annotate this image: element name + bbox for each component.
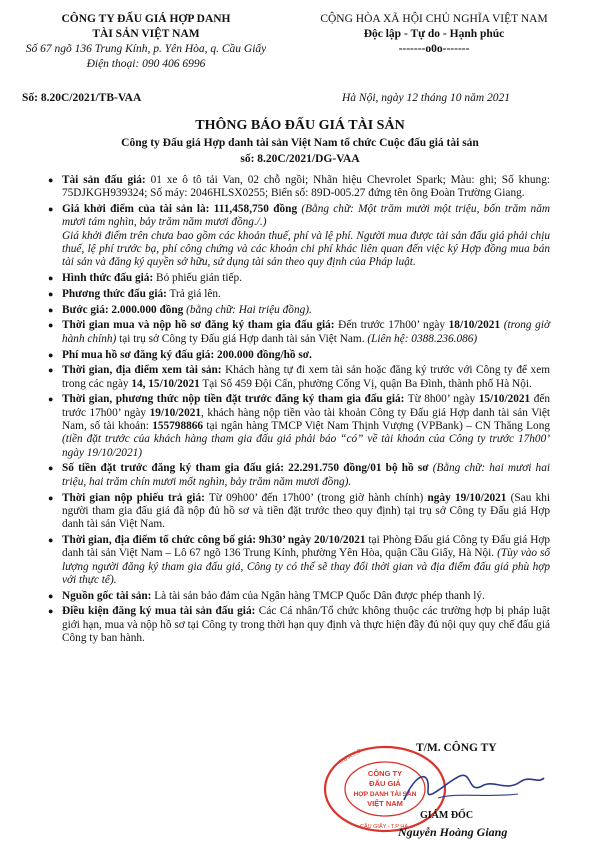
document-subtitle: Công ty Đấu giá Hợp danh tài sản Việt Nam tổ chức Cuộc đấu giá tài sản [121,137,479,149]
start-price-note: Giá khởi điểm trên chưa bao gồm các khoản thuế, phí và lệ phí. Người mua được tài sản đấu giá phải chịu thuế, lệ phí trước bạ, phí công chứng và các khoản chi phí khác liên quan đến việc ký Hợp đồng mua bán tài sản và đăng ký quyền sở hữu, sử dụng tài sản theo quy định của Pháp luật. [62,229,550,269]
country-name: CỘNG HÒA XÃ HỘI CHỦ NGHĨA VIỆT NAM [320,13,548,25]
list-item-deposit-amount: ● Số tiền đặt trước đăng ký tham gia đấu giá: 22.291.750 đồng/01 bộ hồ sơ (Bằng chữ: hai mươi hai triệu, hai trăm chín mươi mốt nghìn, bảy trăm năm mươi đồng). [48,462,550,488]
list-item-registration-time: ● Thời gian mua và nộp hồ sơ đăng ký tham gia đấu giá: Đến trước 17h00’ ngày 18/10/2021 (trong giờ hành chính) tại trụ sở Công ty Đấu giá Hợp danh tài sản Việt Nam. (Liên hệ: 0388.236.086) [48,319,550,345]
list-item-dossier-fee: ● Phí mua hồ sơ đăng ký đấu giá: 200.000 đồng/hồ sơ. [48,348,312,361]
svg-text:HỢP DANH TÀI SẢN: HỢP DANH TÀI SẢN [353,791,417,798]
list-item-asset-origin: ● Nguồn gốc tài sản: Là tài sản bảo đảm của Ngân hàng TMCP Quốc Dân được phép thanh lý. [48,589,485,602]
list-item-start-price: ● Giá khởi điểm của tài sản là: 111,458,750 đồng (Bằng chữ: Một trăm mười một triệu, bốn trăm năm mươi tám nghìn, bảy trăm năm mươi đồng./.) Giá khởi điểm trên chưa bao gồm các khoản thuế, phí và lệ phí. Người mua được tài sản đấu giá phải chịu thuế, lệ phí trước bạ, phí công chứng và các khoản chi phí khác liên quan đến việc ký Hợp đồng mua bán tài sản và đăng ký quyền sở hữu, sử dụng tài sản theo quy định của Pháp luật. [48,203,550,269]
bullet-icon: ● [48,534,54,545]
list-item-auction-method: ● Phương thức đấu giá: Trả giá lên. [48,287,221,300]
list-item-asset: ● Tài sản đấu giá: 01 xe ô tô tải Van, 02 chỗ ngồi; Nhãn hiệu Chevrolet Spark; Màu: ghi; Số khung: 75DJKGH939324; Số máy: 2046HLSX0255; Biển số: 89D-005.27 đứng tên ông Đoàn Trường Giang. [48,174,550,200]
bullet-icon: ● [48,204,54,215]
list-item-auction-form: ● Hình thức đấu giá: Bỏ phiếu gián tiếp. [48,272,243,285]
bullet-icon: ● [48,590,54,601]
bullet-icon: ● [48,273,54,284]
document-number: Số: 8.20C/2021/TB-VAA [22,92,142,104]
list-item-conditions: ● Điều kiện đăng ký mua tài sản đấu giá: Các Cá nhân/Tổ chức không thuộc các trường hợp bị pháp luật giới hạn, mua và nộp hồ sơ tại Công ty trong thời hạn quy định và thực hiện đầy đủ nội quy quy chế đấu giá Công ty ban hành. [48,605,550,644]
motto-divider: -------o0o------- [398,43,470,55]
issuer-name-line1: CÔNG TY ĐẤU GIÁ HỢP DANH [61,13,231,25]
list-item-bid-step: ● Bước giá: 2.000.000 đồng (bằng chữ: Hai triệu đồng). [48,303,312,316]
bullet-icon: ● [48,365,54,376]
list-item-ballot-time: ● Thời gian nộp phiếu trả giá: Từ 09h00’ đến 17h00’ (trong giờ hành chính) ngày 19/10/2021 (Sau khi người tham gia đấu giá đã nộp đủ hồ sơ và tiền đặt trước theo quy định) tại trụ sở Công ty Đấu giá Hợp danh tài sản Việt Nam. [48,491,551,531]
bullet-icon: ● [48,175,54,185]
list-item-viewing: ● Thời gian, địa điểm xem tài sản: Khách hàng tự đi xem tài sản hoặc đăng ký trước với Công ty để xem trong các ngày 14, 15/10/2021 Tại Số 459 Đội Cấn, phường Cống Vị, quận Ba Đình, thành phố Hà Nội. [48,364,550,390]
national-header [290,12,578,57]
svg-text:CẦU GIẤY - T.P HÀ: CẦU GIẤY - T.P HÀ [360,824,408,830]
handwritten-signature [398,762,548,812]
bullet-icon: ● [48,304,54,315]
list-item-deposit-time: ● Thời gian, phương thức nộp tiền đặt trước đăng ký tham gia đấu giá: Từ 8h00’ ngày 15/10/2021 đến trước 17h00’ ngày 19/10/2021, khách hàng nộp tiền vào tài khoản Công ty Đấu giá Hợp danh tài sản Việt Nam, số tài khoản: 155798866 tại ngân hàng TMCP Việt Nam Thịnh Vượng (VPBank) – CN Thăng Long (tiền đặt trước của khách hàng tham gia đấu giá phải báo “có” về tài khoản của Công ty trước 17h00’ ngày 19/10/2021) [48,393,551,459]
bullet-icon: ● [48,606,54,617]
signatory-position: GIÁM ĐỐC [420,810,474,821]
svg-text:S.Đ.K.K.D: S.Đ.K.K.D [338,748,363,766]
signatory-name: Nguyễn Hoàng Giang [398,825,508,839]
signatory-title: T/M. CÔNG TY [416,742,497,754]
signature-block [320,742,560,842]
bullet-icon: ● [48,320,54,331]
document-title: THÔNG BÁO ĐẤU GIÁ TÀI SẢN [195,118,405,133]
issuer-header [22,12,270,72]
national-motto: Độc lập - Tự do - Hạnh phúc [363,28,505,40]
list-item-announcement: ● Thời gian, địa điểm tổ chức công bố giá: 9h30’ ngày 20/10/2021 tại Phòng Đấu giá Công ty Đấu giá Hợp danh tài sản Việt Nam – Lô 67 ngõ 136 Trung Kính, phường Yên Hòa, quận Cầu Giấy, Hà Nội. (Tùy vào số lượng người đăng ký tham gia đấu giá, Công ty có thể sẽ thay đổi thời gian và địa điểm đấu giá phù hợp với thực tế). [48,533,550,586]
bullet-icon: ● [48,394,54,405]
bullet-icon: ● [48,288,54,299]
bullet-icon: ● [48,463,54,474]
issuer-name-line2: TÀI SẢN VIỆT NAM [92,28,200,40]
issue-date: Hà Nội, ngày 12 tháng 10 năm 2021 [342,92,511,104]
issuer-address: Số 67 ngõ 136 Trung Kính, p. Yên Hòa, q. Cầu Giấy [25,43,267,55]
bullet-icon: ● [48,349,54,360]
svg-text:CÔNG TY: CÔNG TY [367,769,403,778]
auction-number: số: 8.20C/2021/DG-VAA [240,153,360,165]
bullet-icon: ● [48,492,54,503]
svg-text:ĐẤU GIÁ: ĐẤU GIÁ [369,779,401,788]
svg-text:VIỆT NAM: VIỆT NAM [367,799,403,808]
auction-details-list [48,174,551,648]
issuer-phone: Điện thoại: 090 406 6996 [86,58,206,70]
